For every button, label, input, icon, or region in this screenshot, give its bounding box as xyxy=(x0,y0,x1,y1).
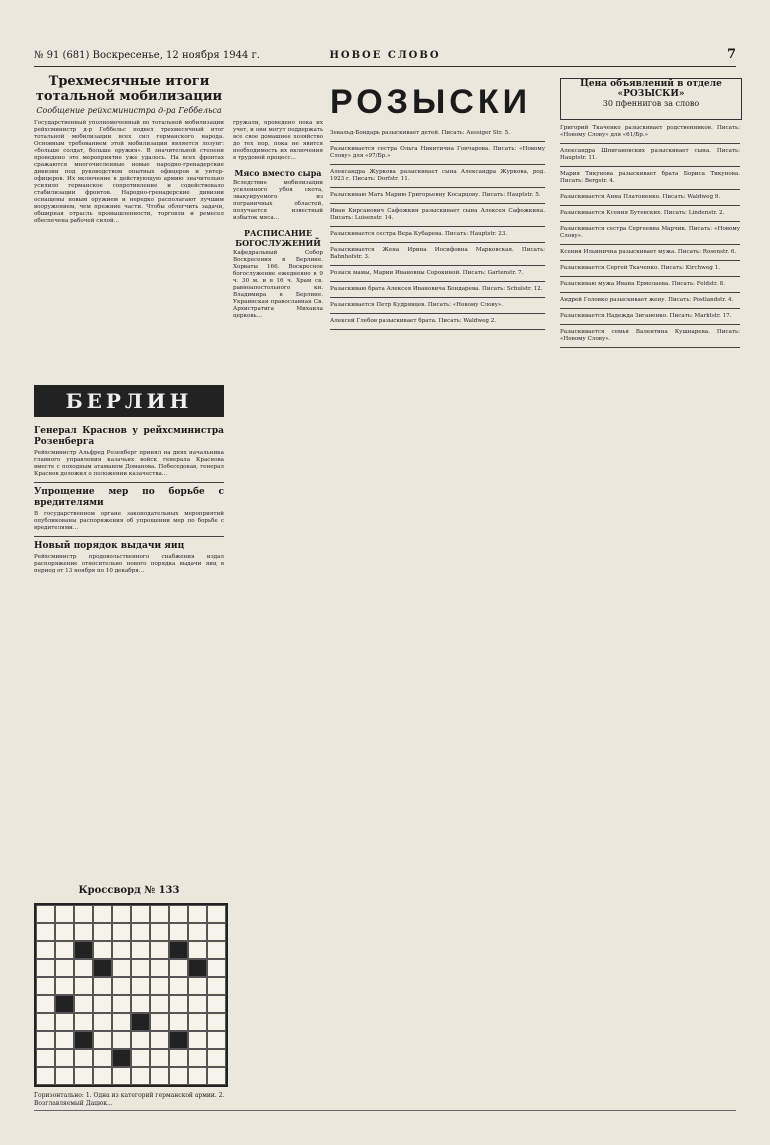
col2-text: гружали, проведено пока их учет, и они могут поддержать все свое домашнее хозяйство до тех пор, пока не явится необходимость их включения в трудовой процесс... xyxy=(233,120,323,161)
crossword-cell xyxy=(188,905,207,923)
mobilization-title: Трехмесячные итоги тотальной мобилизации xyxy=(35,74,223,104)
crossword-cell xyxy=(188,1067,207,1085)
crossword-cell xyxy=(150,1031,169,1049)
rozyski-entry: Разыскивается Петр Кудрявцев. Писать: «Новому Слову». xyxy=(330,302,504,308)
col4-entry: Разыскивается сестра Сергеевна Марчик. Писать: «Новому Слову». xyxy=(560,226,740,239)
crossword-cell xyxy=(74,995,93,1013)
crossword-title: Кроссворд № 133 xyxy=(78,885,180,896)
crossword-cell xyxy=(131,923,150,941)
schedule-body: Кафедральный Собор Воскресения в Берлине. Хорваты 166. Воскресное богослужение ежедневно в 9 ч. 30 м. и в 16 ч. Храм св. равноапостольного кн. Владимира в Берлине. Украинская православная Св. Архистратига Михаила церковь... xyxy=(233,250,323,319)
crossword-cell xyxy=(74,941,93,959)
crossword-cell xyxy=(93,923,112,941)
eggs-headline: Новый порядок выдачи яиц xyxy=(34,541,185,551)
crossword-cell xyxy=(112,923,131,941)
crossword-cell xyxy=(74,1067,93,1085)
crossword-cell xyxy=(74,1013,93,1031)
rozyski-entry: Разыскивается сестра Вера Кубарева. Писать: Hauptstr. 23. xyxy=(330,231,508,237)
col4-entry: Разыскивается Анна Платоненко. Писать: Waldweg 9. xyxy=(560,194,721,200)
col4-entry: Андрей Головко разыскивает жену. Писать: Postlandstr. 4. xyxy=(560,297,734,303)
crossword-cell xyxy=(131,959,150,977)
crossword-cell xyxy=(188,923,207,941)
crossword-cell xyxy=(112,977,131,995)
col4-entry: Григорий Ткаченко разыскивает родственников. Писать: «Новому Слову» для «61/Бр.» xyxy=(560,125,740,138)
crossword-cell xyxy=(169,995,188,1013)
footer-rule xyxy=(34,1110,736,1111)
rozyski-entry: Разыскивается сестра Ольга Никитична Гончарова. Писать: «Новому Слову» для «97/Бр.» xyxy=(330,146,545,159)
pests-body: В государственном органе законодательных мероприятий опубликованы распоряжения об упрощении мер по борьбе с вредителями... xyxy=(34,511,224,531)
meat-headline: Мясо вместо сыра xyxy=(234,168,322,178)
crossword-cell xyxy=(131,1013,150,1031)
notice-line2: 30 пфеннигов за слово xyxy=(602,99,700,108)
crossword-cell xyxy=(112,941,131,959)
crossword-cell xyxy=(188,959,207,977)
crossword-cell xyxy=(150,977,169,995)
rozyski-entry: Иван Кирсанович Сафожкин разыскивает сына Алексея Сафожкина. Писать: Luisenstr. 14. xyxy=(330,208,545,221)
col4-entry: Разыскиваю мужа Ивана Ермолаева. Писать: Feldstr. 8. xyxy=(560,281,726,287)
col4-entry: Ксения Ильинична разыскивает мужа. Писать: Rosenstr. 6. xyxy=(560,249,737,255)
crossword-cell xyxy=(131,905,150,923)
crossword-cell xyxy=(36,1031,55,1049)
crossword-cell xyxy=(36,977,55,995)
crossword-cell xyxy=(112,1067,131,1085)
crossword-cell xyxy=(207,923,226,941)
crossword-cell xyxy=(207,905,226,923)
crossword-cell xyxy=(188,995,207,1013)
col4-entry: Разыскивается Надежда Зиганенко. Писать: Marktstr. 17. xyxy=(560,313,732,319)
crossword-cell xyxy=(55,977,74,995)
col4-entry: Разыскивается семья Валентина Кушнарева. Писать: «Новому Слову». xyxy=(560,329,740,342)
crossword-cell xyxy=(188,977,207,995)
crossword-cell xyxy=(36,923,55,941)
crossword-cell xyxy=(55,1067,74,1085)
crossword-cell xyxy=(74,959,93,977)
berlin-section xyxy=(34,422,224,877)
crossword-cell xyxy=(55,1031,74,1049)
masthead: НОВОЕ СЛОВО xyxy=(329,50,441,61)
ad-price-notice xyxy=(560,78,742,120)
crossword-cell xyxy=(169,905,188,923)
col4-entries xyxy=(560,125,740,348)
issue-line: № 91 (681) Воскресенье, 12 ноября 1944 г. xyxy=(34,50,260,61)
crossword-cell xyxy=(188,1049,207,1067)
crossword-cell xyxy=(207,941,226,959)
crossword-cell xyxy=(74,1049,93,1067)
crossword-cell xyxy=(207,959,226,977)
crossword-cell xyxy=(55,1049,74,1067)
crossword-cell xyxy=(150,1013,169,1031)
notice-line1: Цена объявлений в отделе «РОЗЫСКИ» xyxy=(580,79,722,99)
crossword-cell xyxy=(169,941,188,959)
crossword-cell xyxy=(207,995,226,1013)
crossword-cell xyxy=(112,1031,131,1049)
crossword-cell xyxy=(169,959,188,977)
crossword-cell xyxy=(93,959,112,977)
rozyski-entry: Разыскивается Жена Ирина Иосифовна Марковская. Писать: Bahnhofstr. 3. xyxy=(330,247,545,260)
crossword-cell xyxy=(150,905,169,923)
crossword-cell xyxy=(93,977,112,995)
crossword-cell xyxy=(112,905,131,923)
crossword-cell xyxy=(207,1067,226,1085)
crossword-cell xyxy=(36,1013,55,1031)
crossword-cell xyxy=(55,941,74,959)
berlin-banner: БЕРЛИН xyxy=(34,385,224,417)
crossword-cell xyxy=(207,977,226,995)
rozyski-entry: Разыскиваю брата Алексея Ивановича Бондарева. Писать: Schulstr. 12. xyxy=(330,286,543,292)
crossword-cell xyxy=(36,905,55,923)
rozyski-title: РОЗЫСКИ xyxy=(330,83,532,121)
col4-entry: Александра Шпигановских разыскивает сына. Писать: Hauptstr. 11. xyxy=(560,148,740,161)
crossword-cell xyxy=(131,1067,150,1085)
crossword-cell xyxy=(112,1013,131,1031)
crossword-cell xyxy=(150,923,169,941)
pests-headline: Упрощение мер по борьбе с вредителями xyxy=(34,487,224,508)
crossword-cell xyxy=(55,905,74,923)
crossword-cell xyxy=(169,1067,188,1085)
crossword-cell xyxy=(169,1031,188,1049)
crossword-cell xyxy=(150,941,169,959)
col4-entry: Мария Тикунова разыскивает брата Бориса Тикунова. Писать: Bergstr. 4. xyxy=(560,171,740,184)
crossword-cell xyxy=(188,941,207,959)
crossword-cell xyxy=(150,959,169,977)
col4-entry: Разыскивается Ксения Бутевских. Писать: Lindenstr. 2. xyxy=(560,210,725,216)
meat-body: Вследствие мобилизации усиленного убоя скота, эвакуируемого из пограничных областей, получается известный избыток мяса... xyxy=(233,180,323,221)
rozyski-entry: Алексей Глебов разыскивает брата. Писать: Waldweg 2. xyxy=(330,318,497,324)
crossword-cell xyxy=(93,1031,112,1049)
crossword-cell xyxy=(150,995,169,1013)
crossword-cell xyxy=(74,905,93,923)
col4-entry: Разыскивается Сергей Ткаченко. Писать: Kirchweg 1. xyxy=(560,265,720,271)
crossword-cell xyxy=(150,1067,169,1085)
eggs-body: Рейхсминистр продовольственного снабжения издал распоряжение относительно нового порядка выдачи яиц в период от 13 ноября по 10 декабря... xyxy=(34,554,224,574)
crossword-cell xyxy=(55,1013,74,1031)
krasnov-body: Рейхсминистр Альфред Розенберг принял на днях начальника главного управления казачьих войск генерала Краснова вместе с походным атаманом Доманова. Побеседовав, генерал Краснов доложил о положении казачества... xyxy=(34,450,224,477)
crossword-cell xyxy=(131,941,150,959)
crossword-grid xyxy=(34,903,228,1087)
rozyski-entries xyxy=(330,130,545,330)
crossword-cell xyxy=(93,905,112,923)
rozyski-entry: Разыскиваю Мать Марию Григорьевну Косарцову. Писать: Hauptstr. 5. xyxy=(330,192,541,198)
crossword-cell xyxy=(207,1013,226,1031)
crossword-cell xyxy=(55,995,74,1013)
page-number: 7 xyxy=(726,47,736,62)
crossword-cell xyxy=(93,1049,112,1067)
crossword-cell xyxy=(36,959,55,977)
rozyski-entry: Александра Журкова разыскивает сына Александра Журкова, род. 1923 г. Писать: Dorfstr. 11. xyxy=(330,169,545,182)
page-header xyxy=(34,47,736,67)
crossword-cell xyxy=(55,923,74,941)
crossword-clues: Горизонтально: 1. Одна из категорий германской армии. 2. Возглавляемый Дацюк... xyxy=(34,1092,225,1107)
crossword-cell xyxy=(188,1013,207,1031)
crossword-cell xyxy=(36,1049,55,1067)
col2-body xyxy=(233,120,323,880)
crossword-cell xyxy=(131,1049,150,1067)
crossword-cell xyxy=(169,923,188,941)
crossword-cell xyxy=(150,1049,169,1067)
crossword-cell xyxy=(112,959,131,977)
rozyski-col3 xyxy=(330,130,545,1105)
crossword-cell xyxy=(55,959,74,977)
crossword-cell xyxy=(93,995,112,1013)
crossword-cell xyxy=(36,1067,55,1085)
crossword-cell xyxy=(36,941,55,959)
rozyski-entry: Зевальд-Бондарь разыскивает детей. Писать: Aussiger Str. 5. xyxy=(330,130,510,136)
crossword-cell xyxy=(74,923,93,941)
krasnov-headline: Генерал Краснов у рейхсминистра Розенберга xyxy=(34,426,224,447)
schedule-title: РАСПИСАНИЕ БОГОСЛУЖЕНИЙ xyxy=(235,228,321,248)
crossword-cell xyxy=(93,1013,112,1031)
rozyski-entry: Розыск мамы, Марии Ивановны Сорокиной. Писать: Gartenstr. 7. xyxy=(330,270,524,276)
crossword-cell xyxy=(207,1031,226,1049)
crossword-cell xyxy=(169,1013,188,1031)
crossword-cell xyxy=(169,977,188,995)
crossword-cell xyxy=(188,1031,207,1049)
crossword-cell xyxy=(207,1049,226,1067)
crossword-cell xyxy=(36,995,55,1013)
mobilization-body: Государственный уполномоченный по тотальной мобилизации рейхсминистр д-р Геббельс подвел трехмесячный итог тотальной мобилизации всех сил германского народа. Основным требованием этой мобилизации является лозунг: «больше солдат, больше оружия». В значительной степени проведено это мероприятие уже удалось. На всех фронтах сражаются многочисленные новые народно-гренадерские дивизии под руководством опытных офицеров и унтер-офицеров. Их включение в действующую армию значительно усилило германское сопротивление и содействовало стабилизации фронтов. Народно-гренадерские дивизии оснащены новым оружием и нередко располагают лучшим вооружением, чем прежние части. Чтобы облегчить задачи, обширная отрасль промышленности, торговли и ремесел обеспечена рабочей силой... xyxy=(34,120,224,224)
crossword-cell xyxy=(112,1049,131,1067)
crossword-cell xyxy=(74,977,93,995)
mobilization-subtitle: Сообщение рейхсминистра д-ра Геббельса xyxy=(36,106,222,115)
crossword-cell xyxy=(131,977,150,995)
crossword-cell xyxy=(131,995,150,1013)
crossword-cell xyxy=(112,995,131,1013)
crossword-cell xyxy=(93,1067,112,1085)
mobilization-article xyxy=(34,72,224,377)
crossword-cell xyxy=(131,1031,150,1049)
crossword-cell xyxy=(93,941,112,959)
crossword-cell xyxy=(74,1031,93,1049)
rozyski-col4 xyxy=(560,125,740,1105)
crossword-cell xyxy=(169,1049,188,1067)
